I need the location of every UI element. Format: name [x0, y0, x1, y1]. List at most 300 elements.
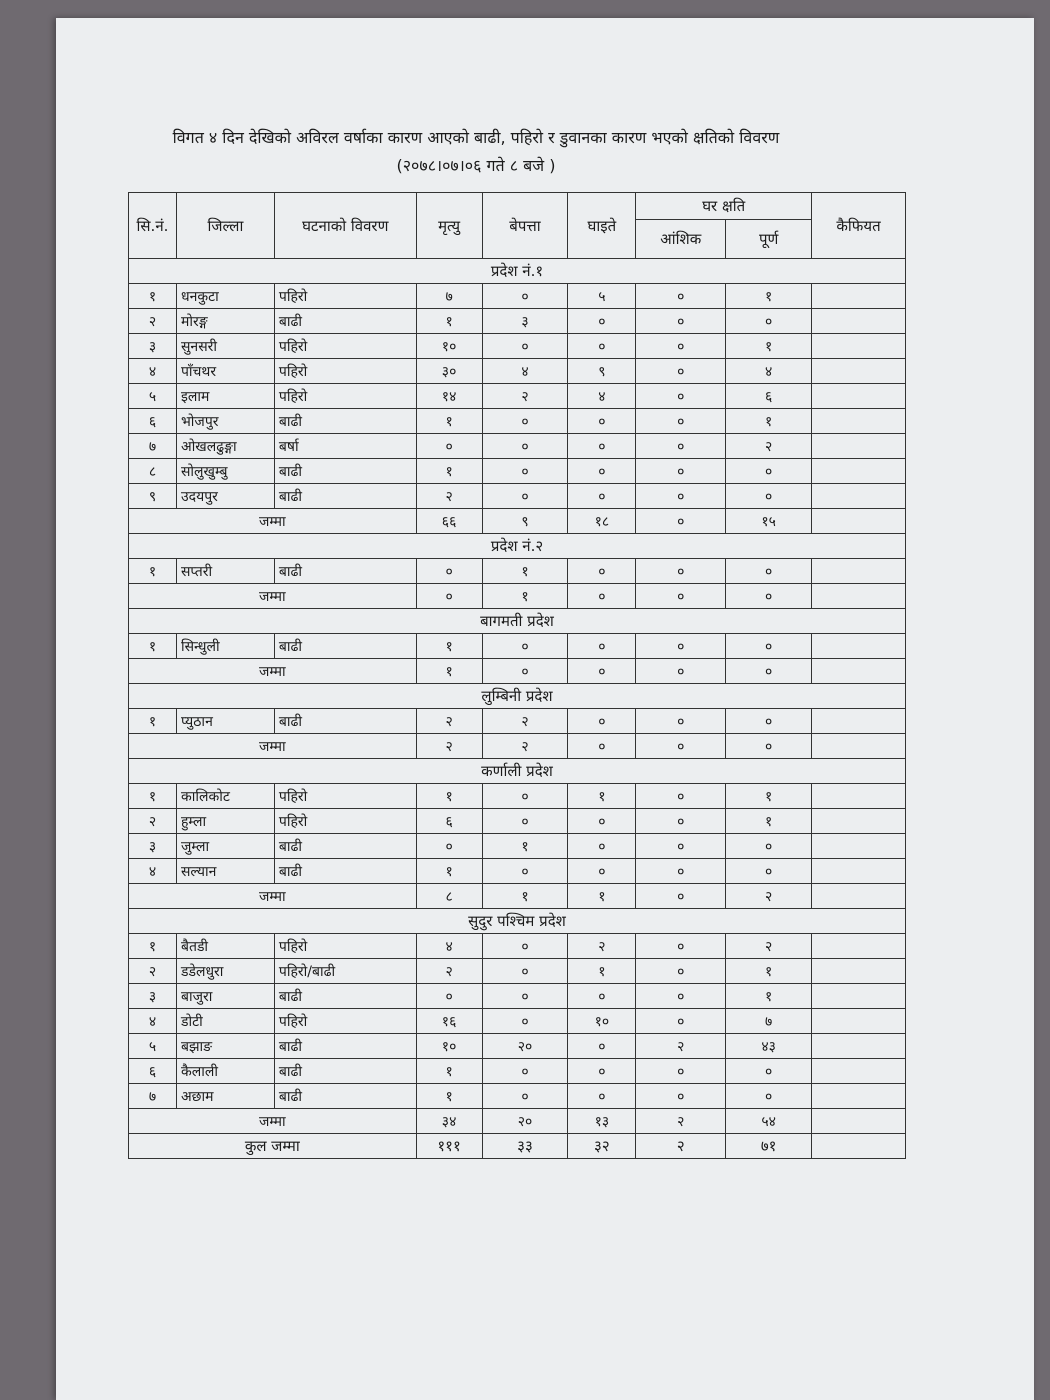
row-sn: २ [129, 959, 177, 984]
total-missing: २ [482, 734, 568, 759]
row-event: बाढी [274, 1034, 416, 1059]
col-district: जिल्ला [176, 193, 274, 259]
row-remarks [812, 784, 906, 809]
row-remarks [812, 634, 906, 659]
row-full: १ [726, 959, 812, 984]
row-partial: ० [636, 809, 726, 834]
row-event: बाढी [274, 409, 416, 434]
row-partial: ० [636, 634, 726, 659]
total-deaths: ८ [416, 884, 482, 909]
total-full: ५४ [726, 1109, 812, 1134]
row-injured: ० [568, 1084, 636, 1109]
total-deaths: १ [416, 659, 482, 684]
row-full: ० [726, 1059, 812, 1084]
total-missing: २० [482, 1109, 568, 1134]
row-partial: ० [636, 934, 726, 959]
row-full: ६ [726, 384, 812, 409]
row-event: बाढी [274, 709, 416, 734]
total-missing: ९ [482, 509, 568, 534]
total-deaths: २ [416, 734, 482, 759]
total-partial: २ [636, 1109, 726, 1134]
row-full: ० [726, 834, 812, 859]
row-deaths: ० [416, 434, 482, 459]
total-deaths: ० [416, 584, 482, 609]
grand-total-row [129, 1134, 906, 1159]
row-missing: ० [482, 784, 568, 809]
table-row [129, 459, 906, 484]
row-remarks [812, 359, 906, 384]
row-deaths: ० [416, 834, 482, 859]
row-injured: ० [568, 634, 636, 659]
row-partial: २ [636, 1034, 726, 1059]
row-partial: ० [636, 484, 726, 509]
row-full: ० [726, 459, 812, 484]
row-injured: ० [568, 809, 636, 834]
row-remarks [812, 834, 906, 859]
table-row [129, 359, 906, 384]
row-injured: ० [568, 334, 636, 359]
province-name: सुदुर पश्चिम प्रदेश [129, 909, 906, 934]
row-sn: ६ [129, 1059, 177, 1084]
table-row [129, 859, 906, 884]
grand-total-remarks [812, 1134, 906, 1159]
col-sn: सि.नं. [129, 193, 177, 259]
total-partial: ० [636, 659, 726, 684]
total-full: १५ [726, 509, 812, 534]
province-header-row [129, 759, 906, 784]
row-district: अछाम [176, 1084, 274, 1109]
row-event: बाढी [274, 984, 416, 1009]
row-injured: ० [568, 434, 636, 459]
grand-total-full: ७१ [726, 1134, 812, 1159]
row-event: पहिरो [274, 784, 416, 809]
total-remarks [812, 659, 906, 684]
row-remarks [812, 984, 906, 1009]
row-deaths: १ [416, 1084, 482, 1109]
row-missing: ० [482, 984, 568, 1009]
row-deaths: ० [416, 984, 482, 1009]
row-sn: ७ [129, 434, 177, 459]
row-district: ओखलढुङ्गा [176, 434, 274, 459]
row-partial: ० [636, 709, 726, 734]
row-remarks [812, 934, 906, 959]
total-injured: ० [568, 734, 636, 759]
total-injured: ० [568, 584, 636, 609]
row-missing: ३ [482, 309, 568, 334]
row-event: बाढी [274, 1084, 416, 1109]
row-sn: ७ [129, 1084, 177, 1109]
total-full: ० [726, 734, 812, 759]
col-event: घटनाको विवरण [274, 193, 416, 259]
total-label: जम्मा [129, 1109, 417, 1134]
row-sn: ९ [129, 484, 177, 509]
row-event: बाढी [274, 459, 416, 484]
row-district: धनकुटा [176, 284, 274, 309]
row-injured: ० [568, 1059, 636, 1084]
province-header-row [129, 684, 906, 709]
row-missing: ० [482, 809, 568, 834]
row-remarks [812, 859, 906, 884]
row-district: बैतडी [176, 934, 274, 959]
row-district: सोलुखुम्बु [176, 459, 274, 484]
col-partial: आंशिक [636, 220, 726, 259]
table-row [129, 834, 906, 859]
row-deaths: १ [416, 459, 482, 484]
row-deaths: ६ [416, 809, 482, 834]
table-row [129, 284, 906, 309]
row-missing: ० [482, 634, 568, 659]
row-missing: ० [482, 334, 568, 359]
row-partial: ० [636, 784, 726, 809]
table-row [129, 784, 906, 809]
table-row [129, 709, 906, 734]
report-heading [116, 124, 836, 180]
row-missing: ० [482, 434, 568, 459]
row-sn: १ [129, 559, 177, 584]
table-row [129, 434, 906, 459]
row-remarks [812, 1034, 906, 1059]
row-full: ० [726, 559, 812, 584]
row-district: भोजपुर [176, 409, 274, 434]
row-partial: ० [636, 559, 726, 584]
row-full: १ [726, 334, 812, 359]
row-event: बाढी [274, 634, 416, 659]
row-injured: ० [568, 709, 636, 734]
total-full: २ [726, 884, 812, 909]
table-row [129, 934, 906, 959]
row-deaths: ७ [416, 284, 482, 309]
row-injured: ० [568, 409, 636, 434]
row-partial: ० [636, 384, 726, 409]
row-remarks [812, 1009, 906, 1034]
row-sn: १ [129, 634, 177, 659]
row-partial: ० [636, 284, 726, 309]
row-full: ० [726, 484, 812, 509]
row-deaths: १४ [416, 384, 482, 409]
grand-total-injured: ३२ [568, 1134, 636, 1159]
row-injured: ४ [568, 384, 636, 409]
row-event: बाढी [274, 834, 416, 859]
total-partial: ० [636, 509, 726, 534]
row-deaths: १ [416, 409, 482, 434]
row-full: ० [726, 634, 812, 659]
row-missing: ० [482, 459, 568, 484]
row-event: पहिरो [274, 334, 416, 359]
row-full: १ [726, 784, 812, 809]
row-deaths: १० [416, 1034, 482, 1059]
row-missing: २० [482, 1034, 568, 1059]
table-row [129, 384, 906, 409]
row-missing: २ [482, 709, 568, 734]
row-full: ० [726, 1084, 812, 1109]
province-name: बागमती प्रदेश [129, 609, 906, 634]
row-sn: ३ [129, 984, 177, 1009]
row-partial: ० [636, 1084, 726, 1109]
row-district: उदयपुर [176, 484, 274, 509]
row-deaths: १ [416, 784, 482, 809]
row-injured: ० [568, 859, 636, 884]
row-remarks [812, 559, 906, 584]
province-header-row [129, 534, 906, 559]
row-injured: ० [568, 984, 636, 1009]
province-name: लुम्बिनी प्रदेश [129, 684, 906, 709]
row-partial: ० [636, 334, 726, 359]
table-body [129, 259, 906, 1159]
row-event: बाढी [274, 309, 416, 334]
row-full: ७ [726, 1009, 812, 1034]
row-sn: १ [129, 784, 177, 809]
row-district: बाजुरा [176, 984, 274, 1009]
total-injured: १३ [568, 1109, 636, 1134]
row-deaths: २ [416, 709, 482, 734]
row-event: बाढी [274, 1059, 416, 1084]
row-deaths: १ [416, 634, 482, 659]
province-total-row [129, 509, 906, 534]
province-total-row [129, 659, 906, 684]
row-partial: ० [636, 834, 726, 859]
row-deaths: २ [416, 484, 482, 509]
total-missing: १ [482, 884, 568, 909]
total-injured: १८ [568, 509, 636, 534]
row-district: डडेलधुरा [176, 959, 274, 984]
row-injured: १ [568, 959, 636, 984]
row-partial: ० [636, 1059, 726, 1084]
col-full: पूर्ण [726, 220, 812, 259]
row-remarks [812, 1084, 906, 1109]
row-partial: ० [636, 959, 726, 984]
row-partial: ० [636, 984, 726, 1009]
row-full: १ [726, 984, 812, 1009]
total-label: जम्मा [129, 659, 417, 684]
grand-total-partial: २ [636, 1134, 726, 1159]
row-partial: ० [636, 459, 726, 484]
table-row [129, 409, 906, 434]
row-district: पाँचथर [176, 359, 274, 384]
row-district: सुनसरी [176, 334, 274, 359]
report-title: विगत ४ दिन देखिको अविरल वर्षाका कारण आएको बाढी, पहिरो र डुवानका कारण भएको क्षतिको विवरण [172, 128, 780, 147]
row-full: ४३ [726, 1034, 812, 1059]
row-remarks [812, 284, 906, 309]
row-missing: ० [482, 1059, 568, 1084]
row-district: बझाङ [176, 1034, 274, 1059]
total-deaths: ६६ [416, 509, 482, 534]
row-event: पहिरो/बाढी [274, 959, 416, 984]
table-row [129, 334, 906, 359]
col-remarks: कैफियत [812, 193, 906, 259]
row-event: पहिरो [274, 359, 416, 384]
row-missing: ४ [482, 359, 568, 384]
row-district: सप्तरी [176, 559, 274, 584]
row-district: डोटी [176, 1009, 274, 1034]
row-district: हुम्ला [176, 809, 274, 834]
row-sn: ३ [129, 834, 177, 859]
table-row [129, 1084, 906, 1109]
damage-table [128, 192, 906, 1159]
row-injured: ९ [568, 359, 636, 384]
province-header-row [129, 259, 906, 284]
row-missing: २ [482, 384, 568, 409]
row-sn: ४ [129, 359, 177, 384]
total-deaths: ३४ [416, 1109, 482, 1134]
row-remarks [812, 309, 906, 334]
total-partial: ० [636, 584, 726, 609]
row-full: २ [726, 434, 812, 459]
row-full: ० [726, 309, 812, 334]
row-event: पहिरो [274, 384, 416, 409]
report-date: (२०७८।०७।०६ गते ८ बजे ) [396, 156, 556, 175]
row-sn: २ [129, 309, 177, 334]
total-injured: १ [568, 884, 636, 909]
row-deaths: ४ [416, 934, 482, 959]
total-missing: १ [482, 584, 568, 609]
row-injured: १ [568, 784, 636, 809]
row-sn: ८ [129, 459, 177, 484]
table-header [129, 193, 906, 259]
table-row [129, 484, 906, 509]
row-deaths: १६ [416, 1009, 482, 1034]
row-full: २ [726, 934, 812, 959]
row-event: पहिरो [274, 284, 416, 309]
grand-total-missing: ३३ [482, 1134, 568, 1159]
col-house-damage: घर क्षति [636, 193, 812, 220]
row-remarks [812, 334, 906, 359]
row-remarks [812, 959, 906, 984]
row-remarks [812, 434, 906, 459]
table-row [129, 634, 906, 659]
grand-total-label: कुल जम्मा [129, 1134, 417, 1159]
row-remarks [812, 1059, 906, 1084]
row-missing: ० [482, 409, 568, 434]
row-event: पहिरो [274, 1009, 416, 1034]
row-deaths: ० [416, 559, 482, 584]
total-partial: ० [636, 884, 726, 909]
row-partial: ० [636, 859, 726, 884]
row-event: पहिरो [274, 934, 416, 959]
row-full: ० [726, 709, 812, 734]
row-partial: ० [636, 434, 726, 459]
row-full: १ [726, 409, 812, 434]
row-missing: १ [482, 834, 568, 859]
row-sn: ५ [129, 384, 177, 409]
col-injured: घाइते [568, 193, 636, 259]
row-missing: ० [482, 1009, 568, 1034]
row-injured: ० [568, 484, 636, 509]
row-remarks [812, 409, 906, 434]
total-remarks [812, 884, 906, 909]
row-sn: १ [129, 284, 177, 309]
province-name: प्रदेश नं.२ [129, 534, 906, 559]
row-deaths: १ [416, 1059, 482, 1084]
row-district: जुम्ला [176, 834, 274, 859]
row-partial: ० [636, 1009, 726, 1034]
row-injured: ० [568, 559, 636, 584]
table-row [129, 1009, 906, 1034]
row-injured: १० [568, 1009, 636, 1034]
row-deaths: ३० [416, 359, 482, 384]
row-sn: ६ [129, 409, 177, 434]
table-row [129, 309, 906, 334]
row-event: पहिरो [274, 809, 416, 834]
province-total-row [129, 1109, 906, 1134]
province-header-row [129, 909, 906, 934]
table-row [129, 809, 906, 834]
total-remarks [812, 509, 906, 534]
row-sn: ४ [129, 1009, 177, 1034]
row-event: बर्षा [274, 434, 416, 459]
row-district: कालिकोट [176, 784, 274, 809]
row-deaths: २ [416, 959, 482, 984]
province-total-row [129, 884, 906, 909]
row-event: बाढी [274, 484, 416, 509]
row-district: सिन्धुली [176, 634, 274, 659]
row-remarks [812, 809, 906, 834]
row-injured: ५ [568, 284, 636, 309]
row-sn: ५ [129, 1034, 177, 1059]
total-missing: ० [482, 659, 568, 684]
province-total-row [129, 734, 906, 759]
row-district: इलाम [176, 384, 274, 409]
row-district: कैलाली [176, 1059, 274, 1084]
total-full: ० [726, 584, 812, 609]
row-remarks [812, 484, 906, 509]
row-injured: ० [568, 309, 636, 334]
row-sn: २ [129, 809, 177, 834]
total-label: जम्मा [129, 584, 417, 609]
row-missing: ० [482, 959, 568, 984]
table-row [129, 984, 906, 1009]
total-label: जम्मा [129, 884, 417, 909]
row-sn: १ [129, 709, 177, 734]
row-missing: ० [482, 484, 568, 509]
row-remarks [812, 709, 906, 734]
total-remarks [812, 1109, 906, 1134]
grand-total-deaths: १११ [416, 1134, 482, 1159]
row-full: ४ [726, 359, 812, 384]
row-district: सल्यान [176, 859, 274, 884]
row-partial: ० [636, 359, 726, 384]
row-sn: ४ [129, 859, 177, 884]
row-full: १ [726, 284, 812, 309]
row-missing: ० [482, 1084, 568, 1109]
row-injured: ० [568, 459, 636, 484]
col-deaths: मृत्यु [416, 193, 482, 259]
row-full: १ [726, 809, 812, 834]
row-partial: ० [636, 309, 726, 334]
total-injured: ० [568, 659, 636, 684]
province-total-row [129, 584, 906, 609]
table-row [129, 559, 906, 584]
row-sn: ३ [129, 334, 177, 359]
total-label: जम्मा [129, 734, 417, 759]
province-header-row [129, 609, 906, 634]
col-missing: बेपत्ता [482, 193, 568, 259]
row-partial: ० [636, 409, 726, 434]
row-full: ० [726, 859, 812, 884]
row-missing: ० [482, 284, 568, 309]
total-full: ० [726, 659, 812, 684]
row-district: मोरङ्ग [176, 309, 274, 334]
table-row [129, 959, 906, 984]
total-remarks [812, 584, 906, 609]
row-remarks [812, 459, 906, 484]
row-missing: ० [482, 859, 568, 884]
row-deaths: १ [416, 859, 482, 884]
row-sn: १ [129, 934, 177, 959]
row-injured: २ [568, 934, 636, 959]
table-row [129, 1034, 906, 1059]
row-missing: ० [482, 934, 568, 959]
row-deaths: १ [416, 309, 482, 334]
